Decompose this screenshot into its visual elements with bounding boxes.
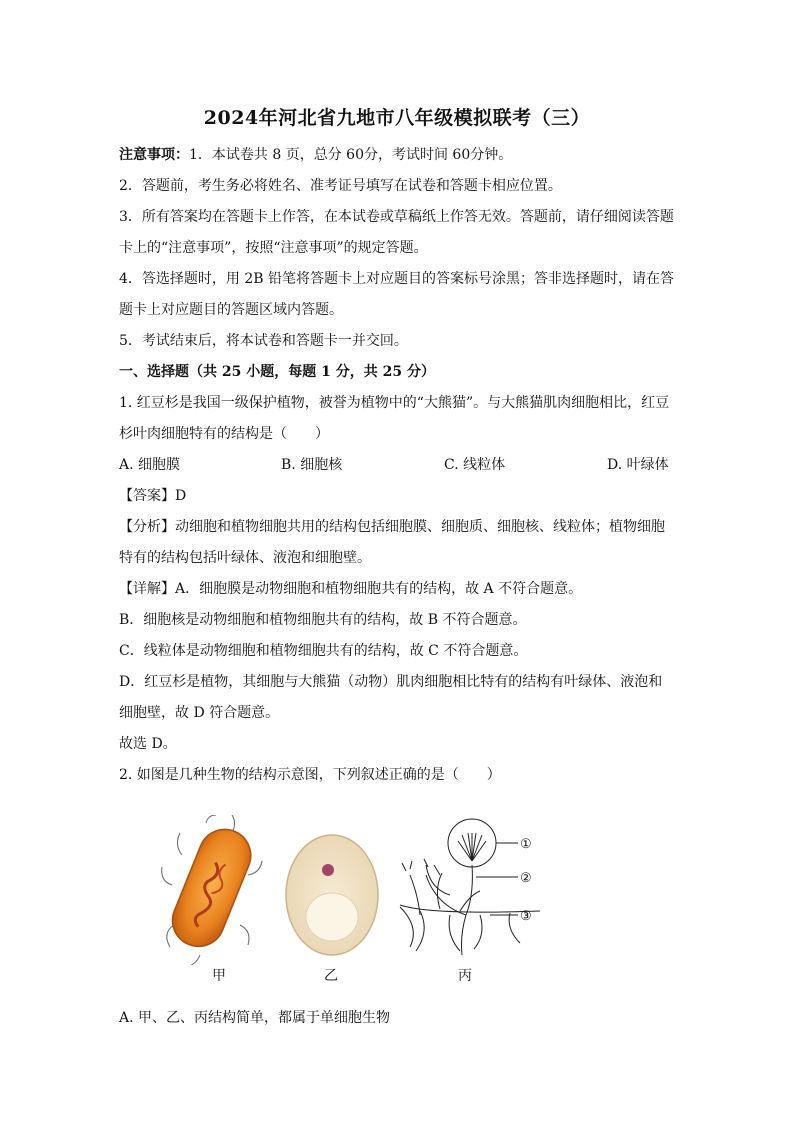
option-d: D. 叶绿体 bbox=[607, 457, 669, 473]
q1-analysis: 特有的结构包括叶绿体、液泡和细胞壁。 bbox=[119, 550, 371, 566]
notice-label: 注意事项： bbox=[119, 147, 189, 163]
option-b: B. 细胞核 bbox=[281, 457, 343, 473]
notice-item: 2．答题前，考生务必将姓名、准考证号填写在试卷和答题卡相应位置。 bbox=[119, 178, 562, 194]
q1-options bbox=[119, 455, 679, 475]
answer-value: D bbox=[175, 488, 187, 504]
q1-conclusion: 故选 D。 bbox=[119, 736, 177, 752]
q1-detail: D．红豆杉是植物，其细胞与大熊猫（动物）肌肉细胞相比特有的结构有叶绿体、液泡和 bbox=[119, 674, 663, 690]
q1-stem: 杉叶肉细胞特有的结构是（ ） bbox=[119, 426, 329, 442]
q1-detail: C．线粒体是动物细胞和植物细胞共有的结构，故 C 不符合题意。 bbox=[119, 643, 528, 659]
option-c: C. 线粒体 bbox=[444, 457, 506, 473]
notice-item: 卡上的“注意事项”，按照“注意事项”的规定答题。 bbox=[119, 240, 428, 256]
q1-detail bbox=[119, 579, 679, 599]
organism-diagram bbox=[160, 815, 550, 965]
q2-option-a: A. 甲、乙、丙结构简单，都属于单细胞生物 bbox=[119, 1010, 391, 1026]
yeast-image bbox=[286, 835, 378, 955]
q1-detail: B．细胞核是动物细胞和植物细胞共有的结构，故 B 不符合题意。 bbox=[119, 612, 527, 628]
marker-2: ② bbox=[520, 871, 532, 886]
notice-item: 4．答选择题时，用 2B 铅笔将答题卡上对应题目的答案标号涂黑；答非选择题时，请在答 bbox=[119, 271, 675, 287]
notice-item: 1．本试卷共 8 页，总分 60分，考试时间 60分钟。 bbox=[189, 147, 513, 163]
option-a: A. 细胞膜 bbox=[119, 457, 181, 473]
answer-label: 【答案】 bbox=[119, 488, 175, 504]
notice-line-1 bbox=[119, 145, 679, 165]
notice-item: 3．所有答案均在答题卡上作答，在本试卷或草稿纸上作答无效。答题前，请仔细阅读答题 bbox=[119, 209, 674, 225]
analysis-label: 【分析】 bbox=[119, 519, 175, 535]
analysis-text: 动细胞和植物细胞共用的结构包括细胞膜、细胞质、细胞核、线粒体；植物细胞 bbox=[175, 519, 665, 535]
bacterium-image bbox=[162, 815, 262, 965]
page-title: 2024年河北省九地市八年级模拟联考（三） bbox=[203, 107, 591, 129]
marker-3: ③ bbox=[520, 909, 532, 924]
caption-yi: 乙 bbox=[324, 968, 338, 984]
mold-image bbox=[400, 819, 540, 955]
section-heading: 一、选择题（共 25 小题，每题 1 分，共 25 分） bbox=[119, 364, 435, 380]
notice-item: 5．考试结束后，将本试卷和答题卡一并交回。 bbox=[119, 333, 408, 349]
caption-bing: 丙 bbox=[458, 968, 472, 984]
q1-stem: 1. 红豆杉是我国一级保护植物，被誉为植物中的“大熊猫”。与大熊猫肌肉细胞相比，红豆 bbox=[119, 395, 670, 411]
organism-figure bbox=[160, 815, 550, 985]
notice-item: 题卡上对应题目的答题区域内答题。 bbox=[119, 302, 343, 318]
caption-jia: 甲 bbox=[212, 968, 226, 984]
q1-analysis bbox=[119, 517, 679, 537]
detail-text: A．细胞膜是动物细胞和植物细胞共有的结构，故 A 不符合题意。 bbox=[175, 581, 583, 597]
marker-1: ① bbox=[520, 837, 532, 852]
q2-stem: 2. 如图是几种生物的结构示意图，下列叙述正确的是（ ） bbox=[119, 767, 501, 783]
detail-label: 【详解】 bbox=[119, 581, 175, 597]
q1-answer bbox=[119, 486, 679, 506]
q1-detail: 细胞壁，故 D 符合题意。 bbox=[119, 705, 280, 721]
